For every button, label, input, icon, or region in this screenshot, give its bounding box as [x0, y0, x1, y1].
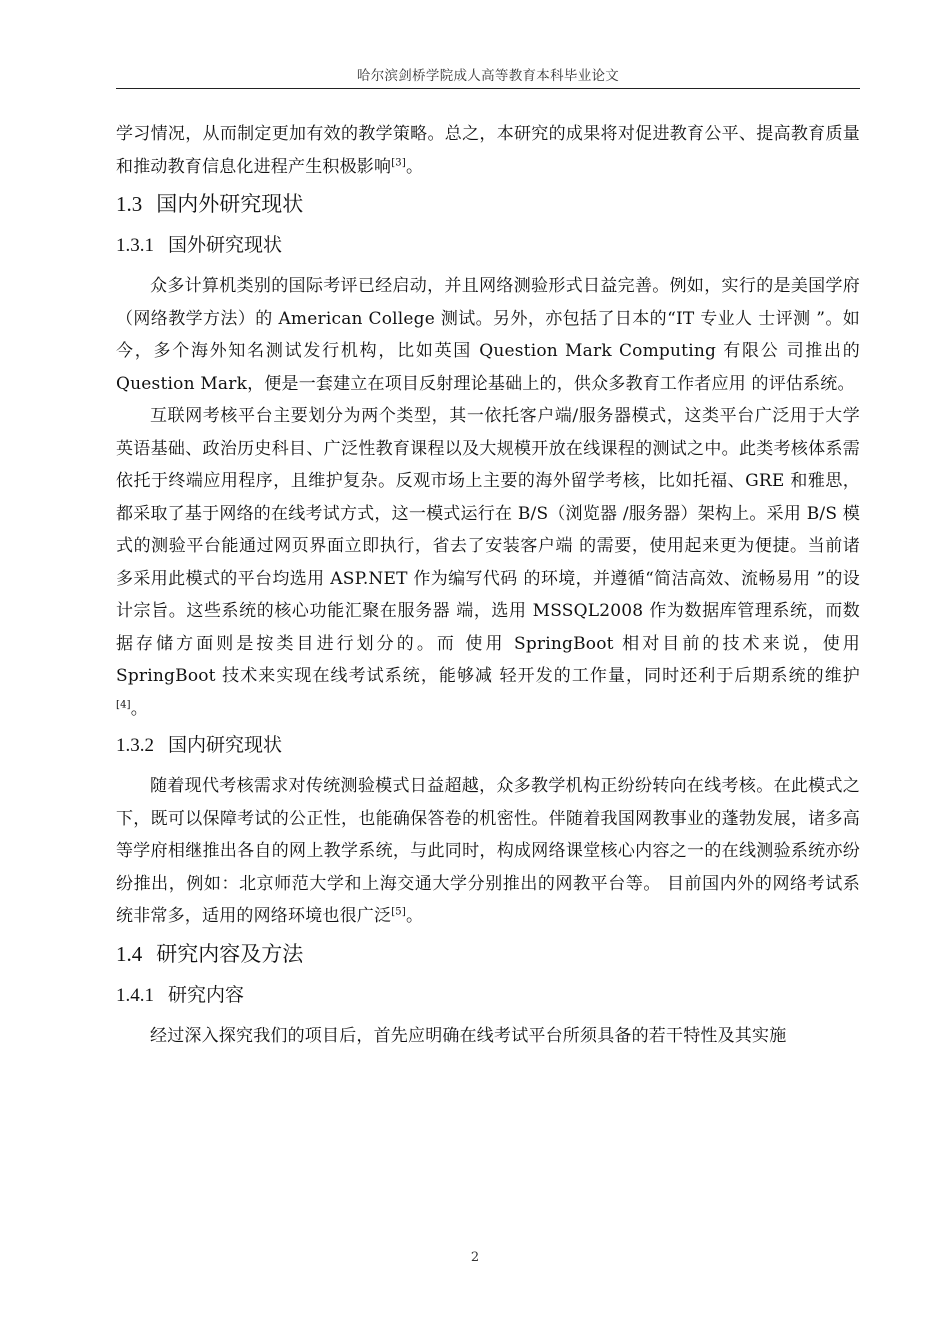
paragraph-tail: 。 — [405, 906, 424, 926]
paragraph-tail: 。 — [405, 156, 424, 177]
section-heading-1-3 — [116, 189, 860, 219]
header-rule — [116, 88, 860, 89]
section-heading-1-4 — [116, 939, 860, 969]
paragraph: 众多计算机类别的国际考评已经启动，并且网络测验形式日益完善。例如，实行的是美国学府（网络教学方法）的 American College 测试。另外，亦包括了日本的“IT 专业人 士评测 ”。如今，多个海外知名测试发行机构，比如英国 Question Mark Computing 有限公 司推出的 Question Mark，便是一套建立在项目反射理论基础上的，供众多教育工作者应用 的评估系统。 — [116, 276, 860, 394]
subsection-title: 国外研究现状 — [168, 234, 283, 256]
paragraph — [116, 400, 860, 725]
subsection-number: 1.3.2 — [116, 735, 154, 756]
subsection-heading-1-4-1 — [116, 981, 860, 1010]
paragraph — [116, 770, 860, 933]
subsection-number: 1.4.1 — [116, 984, 154, 1006]
citation-ref: [5] — [391, 906, 406, 918]
paragraph-text: 学习情况，从而制定更加有效的教学策略。总之，本研究的成果将对促进教育公平、提高教育质量和推动教育信息化进程产生积极影响 — [116, 124, 860, 177]
paragraph: 经过深入探究我们的项目后，首先应明确在线考试平台所须具备的若干特性及其实施 — [150, 1025, 787, 1046]
paragraph-tail: 。 — [130, 698, 148, 719]
page-number: 2 — [470, 1250, 480, 1265]
section-number: 1.3 — [116, 192, 143, 216]
subsection-heading-1-3-1 — [116, 231, 860, 260]
paragraph-text: 随着现代考核需求对传统测验模式日益超越，众多教学机构正纷纷转向在线考核。在此模式之下，既可以保障考试的公正性，也能确保答卷的机密性。伴随着我国网教事业的蓬勃发展，诸多高等学府相继推出各自的网上教学系统，与此同时，构成网络课堂核心内容之一的在线测验系统亦纷纷推出，例如：北京师范大学和上海交通大学分别推出的网教平台等。 目前国内外的网络考试系统非常多，适用的网络环境也很广泛 — [116, 776, 860, 926]
citation-ref: [3] — [391, 156, 406, 168]
section-title: 研究内容及方法 — [156, 941, 304, 966]
citation-ref: [4] — [116, 698, 131, 710]
section-title: 国内外研究现状 — [156, 192, 304, 216]
paragraph-text: 互联网考核平台主要划分为两个类型，其一依托客户端/服务器模式，这类平台广泛用于大学英语基础、政治历史科目、广泛性教育课程以及大规模开放在线课程的测试之中。此类考核体系需依托于终端应用程序，且维护复杂。反观市场上主要的海外留学考核，比如托福、GRE 和雅思，都采取了基于网络的在线考试方式，这一模式运行在 B/S（浏览器 /服务器）架构上。采用 B/S 模式的测验平台能通过网页界面立即执行，省去了安装客户端 的需要，使用起来更为便捷。当前诸多采用此模式的平台均选用 ASP.NET 作为编写代码 的环境，并遵循“简洁高效、流畅易用 ”的设计宗旨。这些系统的核心功能汇聚在服务器 端，选用 MSSQL2008 作为数据库管理系统，而数据存储方面则是按类目进行划分的。而 使用 SpringBoot 相对目前的技术来说，使用 SpringBoot 技术来实现在线考试系统，能够减 轻开发的工作量，同时还利于后期系统的维护 — [116, 406, 860, 686]
paragraph-continued — [116, 118, 860, 183]
subsection-title: 研究内容 — [168, 983, 245, 1006]
body-text — [116, 118, 860, 1052]
subsection-title: 国内研究现状 — [168, 734, 283, 756]
subsection-heading-1-3-2 — [116, 731, 860, 760]
section-number: 1.4 — [116, 941, 143, 966]
running-header: 哈尔滨剑桥学院成人高等教育本科毕业论文 — [356, 68, 620, 84]
subsection-number: 1.3.1 — [116, 235, 154, 256]
